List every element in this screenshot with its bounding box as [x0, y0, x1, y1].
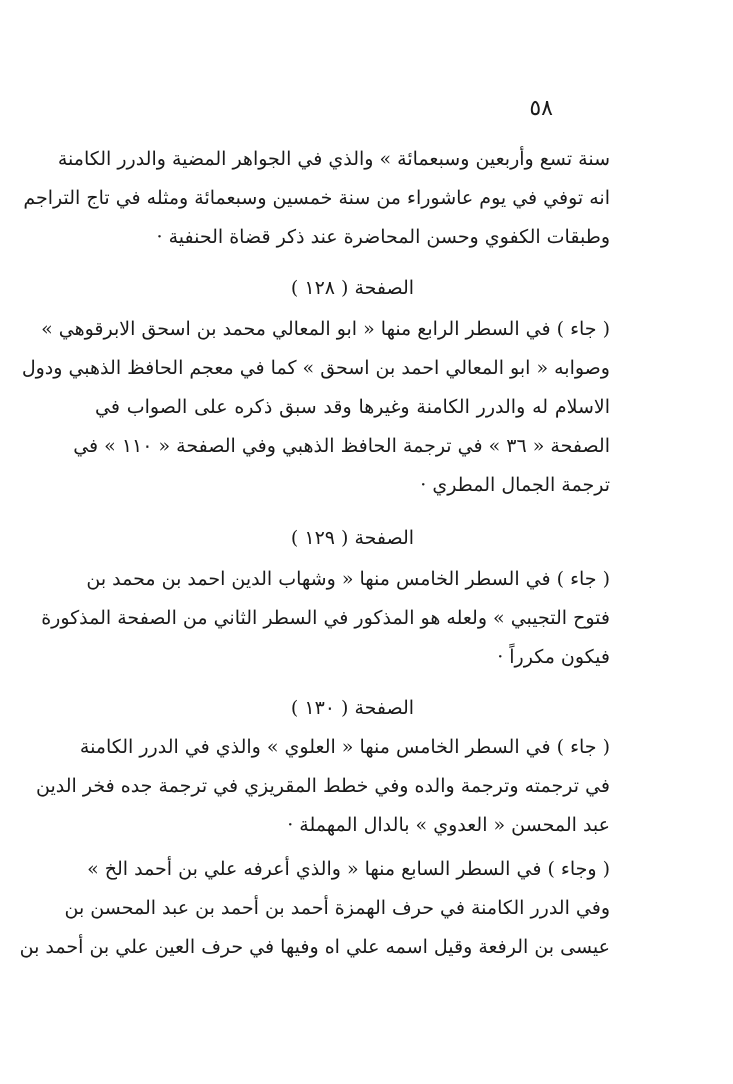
section-heading-128: الصفحة ( ١٢٨ )	[290, 277, 415, 299]
text-line: انه توفي في يوم عاشوراء من سنة خمسين وسبعمائة ومثله في تاج التراجم	[23, 187, 610, 209]
text-line: في ترجمته وترجمة والده وفي خطط المقريزي في ترجمة جده فخر الدين	[36, 775, 610, 797]
page-number: ٥٨	[529, 96, 553, 121]
text-line: ( جاء ) في السطر الخامس منها « العلوي » والذي في الدرر الكامنة	[79, 736, 610, 758]
text-line: فتوح التجيبي » ولعله هو المذكور في السطر الثاني من الصفحة المذكورة	[41, 607, 610, 629]
section-heading-129: الصفحة ( ١٢٩ )	[290, 527, 415, 549]
text-line: وفي الدرر الكامنة في حرف الهمزة أحمد بن أحمد بن عبد المحسن بن	[64, 897, 610, 919]
paragraph-continuation	[23, 140, 610, 257]
text-line: عبد المحسن « العدوي » بالدال المهملة ·	[287, 814, 610, 836]
paragraph-128	[21, 310, 610, 505]
text-line: وصوابه « ابو المعالي احمد بن اسحق » كما في معجم الحافظ الذهبي ودول	[21, 357, 610, 379]
text-line: ترجمة الجمال المطري ·	[420, 474, 610, 496]
text-line: سنة تسع وأربعين وسبعمائة » والذي في الجواهر المضية والدرر الكامنة	[57, 148, 610, 170]
text-line: الاسلام له والدرر الكامنة وغيرها وقد سبق ذكره على الصواب في	[95, 396, 610, 418]
text-line: عيسى بن الرفعة وقيل اسمه علي اه وفيها في حرف العين علي بن أحمد بن	[19, 936, 610, 958]
paragraph-129	[41, 560, 610, 677]
paragraph-130-continued	[19, 850, 610, 967]
text-line: وطبقات الكفوي وحسن المحاضرة عند ذكر قضاة الحنفية ·	[156, 226, 610, 248]
text-line: الصفحة « ٣٦ » في ترجمة الحافظ الذهبي وفي الصفحة « ١١٠ » في	[73, 435, 610, 457]
text-line: ( جاء ) في السطر الرابع منها « ابو المعالي محمد بن اسحق الابرقوهي »	[41, 318, 610, 340]
text-line: ( وجاء ) في السطر السابع منها « والذي أعرفه علي بن أحمد الخ »	[87, 858, 610, 880]
paragraph-130	[36, 728, 610, 845]
text-line: فيكون مكرراً ·	[497, 646, 610, 668]
text-line: ( جاء ) في السطر الخامس منها « وشهاب الدين احمد بن محمد بن	[86, 568, 610, 590]
section-heading-130: الصفحة ( ١٣٠ )	[290, 697, 415, 719]
